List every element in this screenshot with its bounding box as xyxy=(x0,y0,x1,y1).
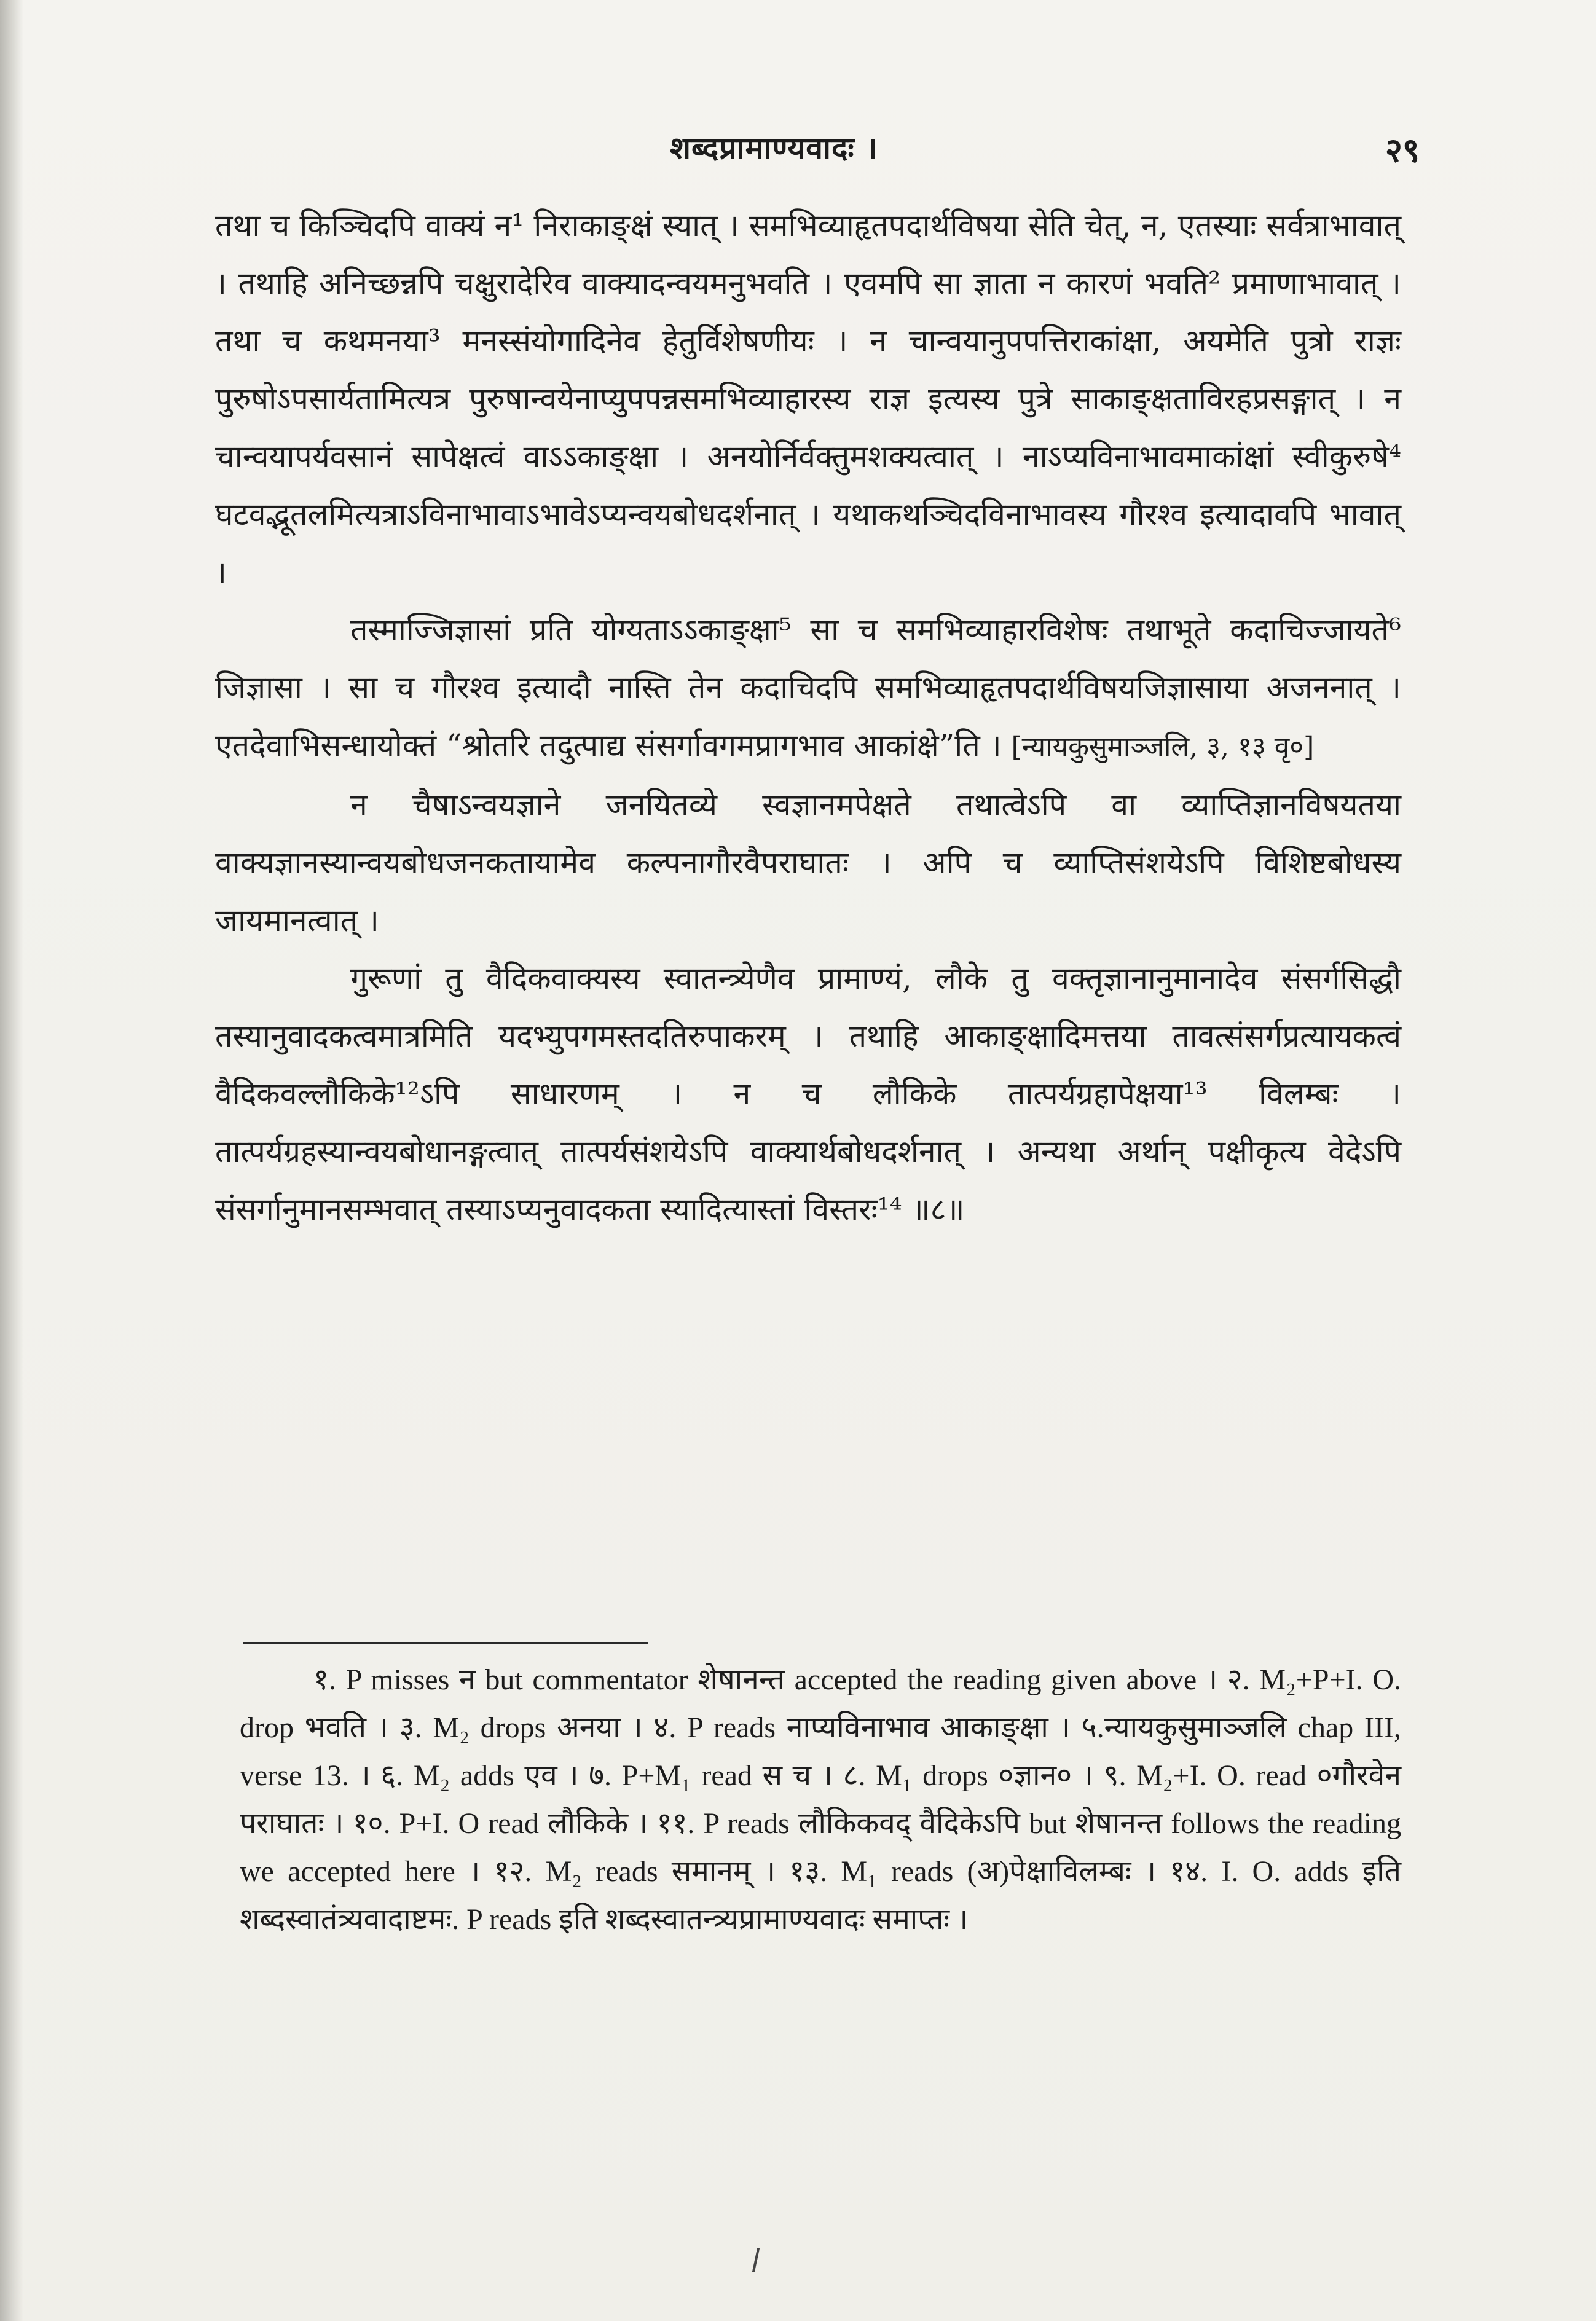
paragraph-2 xyxy=(215,601,1401,776)
binding-edge-shadow xyxy=(0,0,23,2321)
page-header xyxy=(203,126,1420,169)
running-head: शब्दप्रामाण्यवादः । xyxy=(670,130,878,166)
footnotes xyxy=(240,1656,1401,1944)
paragraph-1: तथा च किञ्चिदपि वाक्यं न¹ निराकाङ्क्षं स्यात् । समभिव्याहृतपदार्थविषया सेति चेत्, न, एतस्याः सर्वत्राभावात् । तथाहि अनिच्छन्नपि चक्षुरादेरिव वाक्यादन्वयमनुभवति । एवमपि सा ज्ञाता न कारणं भवति² प्रमाणाभावात् । तथा च कथमनया³ मनस्संयोगादिनेव हेतुर्विशेषणीयः । न चान्वयानुपपत्तिराकांक्षा, अयमेति पुत्रो राज्ञः पुरुषोऽपसार्यतामित्यत्र पुरुषान्वयेनाप्युपपन्नसमभिव्याहारस्य राज्ञ इत्यस्य पुत्रे साकाङ्क्षताविरहप्रसङ्गात् । न चान्वयापर्यवसानं सापेक्षत्वं वाऽऽकाङ्क्षा । अनयोर्निर्वक्तुमशक्यत्वात् । नाऽप्यविनाभावमाकांक्षां स्वीकुरुषे⁴ घटवद्भूतलमित्यत्राऽविनाभावाऽभावेऽप्यन्वयबोधदर्शनात् । यथाकथञ्चिदविनाभावस्य गौरश्व इत्यादावपि भावात् । xyxy=(215,208,1401,590)
footnote-divider xyxy=(243,1642,648,1644)
paragraph-4: गुरूणां तु वैदिकवाक्यस्य स्वातन्त्र्येणैव प्रामाण्यं, लौके तु वक्तृज्ञानानुमानादेव संसर्गसिद्धौ तस्यानुवादकत्वमात्रमिति यदभ्युपगमस्तदतिरुपाकरम् । तथाहि आकाङ्क्षादिमत्तया तावत्संसर्गप्रत्यायकत्वं वैदिकवल्लौकिके¹²ऽपि साधारणम् । न च लौकिके तात्पर्यग्रहापेक्षया¹³ विलम्बः । तात्पर्यग्रहस्यान्वयबोधानङ्गत्वात् तात्पर्यसंशयेऽपि वाक्यार्थबोधदर्शनात् । अन्यथा अर्थान् पक्षीकृत्य वेदेऽपि संसर्गानुमानसम्भवात् तस्याऽप्यनुवादकता स्यादित्यास्तां विस्तरः¹⁴ ॥८॥ xyxy=(215,960,1401,1227)
footnote-text: १. P misses न but commentator शेषानन्त accepted the reading given above । २. M₂+P+I. O. drop भवति । ३. M₂ drops अनया । ४. P reads नाप्यविनाभाव आकाङ्क्षा । ५.न्यायकुसुमाञ्जलि chap III, verse 13. । ६. M₂ adds एव । ७. P+M₁ read स च । ८. M₁ drops ०ज्ञान० । ९. M₂+I. O. read ०गौरवेन पराघातः । १०. P+I. O read लौकिके । ११. P reads लौकिकवद् वैदिकेऽपि but शेषानन्त follows the reading we accepted here । १२. M₂ reads समानम् । १३. M₁ reads (अ)पेक्षाविलम्बः । १४. I. O. adds इति शब्दस्वातंत्र्यवादाष्टमः. P reads इति शब्दस्वातन्त्र्यप्रामाण्यवादः समाप्तः । xyxy=(240,1663,1401,1936)
main-text xyxy=(215,197,1401,1238)
scan-mark xyxy=(752,2248,760,2272)
citation: [न्यायकुसुमाञ्जलि, ३, १३ वृ०] xyxy=(1011,731,1315,763)
paragraph-2-text: तस्माज्जिज्ञासां प्रति योग्यताऽऽकाङ्क्षा⁵ सा च समभिव्याहारविशेषः तथाभूते कदाचिज्जायते⁶ जिज्ञासा । सा च गौरश्व इत्यादौ नास्ति तेन कदाचिदपि समभिव्याहृतपदार्थविषयजिज्ञासाया अजननात् । एतदेवाभिसन्धायोक्तं “श्रोतरि तदुत्पाद्य संसर्गावगमप्रागभाव आकांक्षे”ति । xyxy=(215,612,1401,763)
paragraph-3: न चैषाऽन्वयज्ञाने जनयितव्ये स्वज्ञानमपेक्षते तथात्वेऽपि वा व्याप्तिज्ञानविषयतया वाक्यज्ञानस्यान्वयबोधजनकतायामेव कल्पनागौरवैपराघातः । अपि च व्याप्तिसंशयेऽपि विशिष्टबोधस्य जायमानत्वात् । xyxy=(215,787,1401,938)
page-number: २९ xyxy=(1385,130,1420,170)
